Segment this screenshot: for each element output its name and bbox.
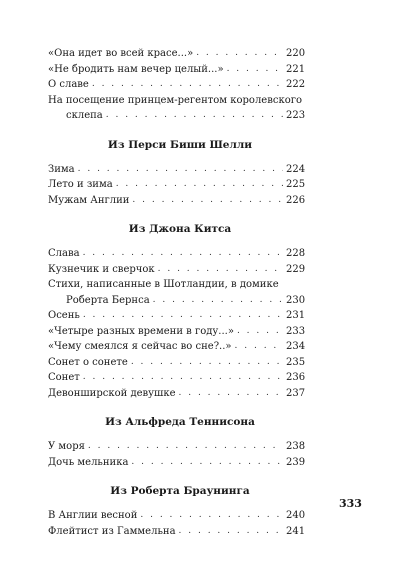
leader-dots: [227, 62, 283, 78]
toc-entry: [48, 193, 304, 209]
toc-entry: [48, 262, 304, 278]
toc-entry-title: На посещение принцем-регентом королевского: [48, 94, 302, 106]
toc-entry-title: Сонет: [48, 372, 80, 383]
toc-entry-page: 237: [286, 387, 306, 399]
leader-dots: [131, 455, 283, 471]
toc-entry-title: У моря: [48, 441, 85, 452]
section-heading: Из Джона Китса: [128, 223, 232, 235]
toc-entry-page: 220: [286, 48, 306, 59]
toc-entry-page: 225: [286, 179, 306, 190]
toc-entry: [48, 277, 304, 308]
leader-dots: [158, 262, 283, 278]
toc-entry: [48, 439, 304, 455]
leader-dots: [83, 308, 283, 324]
leader-dots: [116, 177, 283, 193]
leader-dots: [106, 108, 283, 124]
toc-entry-title: Мужам Англии: [48, 194, 130, 206]
toc-entry-title: Сонет о сонете: [48, 356, 128, 368]
toc-entry-page: 222: [286, 79, 306, 90]
toc-entry: [48, 355, 304, 371]
toc-entry-page: 233: [286, 325, 306, 337]
toc-entry: [48, 177, 304, 193]
toc-entry-title: Осень: [48, 310, 80, 321]
toc-entry-title: «Четыре разных времени в году...»: [48, 325, 234, 337]
leader-dots: [83, 370, 283, 386]
toc-entry-page: 238: [286, 441, 306, 452]
toc-entry-page: 230: [286, 294, 306, 306]
section-heading: Из Роберта Браунинга: [110, 485, 250, 497]
toc-entry: [48, 93, 304, 124]
toc-entry-title: Кузнечик и сверчок: [48, 263, 155, 275]
leader-dots: [235, 339, 283, 355]
toc-entry-title: «Чему смеялся я сейчас во сне?..»: [48, 341, 232, 352]
toc-entry: [48, 246, 304, 262]
leader-dots: [92, 77, 283, 93]
toc-entry-title: Девонширской девушке: [48, 387, 176, 399]
toc-entry-title-continued: склепа: [66, 110, 103, 121]
toc-entry-page: 224: [286, 163, 306, 175]
leader-dots: [88, 439, 283, 455]
toc-entry: [48, 339, 304, 355]
toc-entry-page: 221: [286, 63, 306, 75]
toc-entry-page: 240: [286, 510, 306, 521]
toc-entry-page: 229: [286, 263, 306, 275]
leader-dots: [140, 508, 283, 524]
leader-dots: [132, 193, 283, 209]
toc-entry: [48, 46, 304, 62]
toc-entry: [48, 308, 304, 324]
toc-entry-title: О славе: [48, 79, 89, 90]
toc-entry-title-continued: Роберта Бернса: [66, 294, 150, 306]
page-number: 333: [339, 497, 362, 510]
toc-entry-page: 239: [286, 456, 306, 468]
toc-entry-title: Слава: [48, 248, 80, 259]
toc-entry-title: В Англии весной: [48, 510, 138, 521]
toc-entry: [48, 77, 304, 93]
toc-entry-page: 234: [286, 341, 306, 352]
toc-entry-page: 235: [286, 356, 306, 368]
leader-dots: [131, 355, 283, 371]
toc-entry-title: Стихи, написанные в Шотландии, в домике: [48, 279, 279, 290]
toc-entry-page: 236: [286, 372, 306, 383]
section-heading: Из Перси Биши Шелли: [107, 138, 253, 151]
toc-entry-title: Лето и зима: [48, 179, 113, 190]
toc-entry-page: 223: [286, 110, 306, 121]
toc-section: [48, 246, 304, 401]
toc-entry-page: 241: [286, 525, 306, 537]
section-heading: Из Альфреда Теннисона: [105, 416, 255, 428]
toc-entry: [48, 324, 304, 340]
leader-dots: [179, 386, 284, 402]
toc-entry: [48, 162, 304, 178]
toc-entry: [48, 62, 304, 78]
toc-entry: [48, 386, 304, 402]
toc-top-block: [48, 46, 304, 124]
leader-dots: [78, 162, 283, 178]
toc-entry-title: «Она идет во всей красе...»: [48, 48, 194, 59]
toc-entry-title: «Не бродить нам вечер целый...»: [48, 63, 224, 75]
table-of-contents: [48, 46, 304, 549]
toc-entry: [48, 370, 304, 386]
leader-dots: [237, 324, 283, 340]
toc-entry: [48, 524, 304, 540]
toc-entry-page: 226: [286, 194, 306, 206]
toc-entry: [48, 455, 304, 471]
toc-entry: [48, 508, 304, 524]
toc-section: [48, 508, 304, 539]
leader-dots: [153, 293, 283, 309]
toc-entry-page: 231: [286, 310, 306, 321]
toc-section: [48, 439, 304, 470]
toc-entry-title: Флейтист из Гаммельна: [48, 525, 176, 537]
toc-entry-title: Дочь мельника: [48, 456, 129, 468]
toc-section: [48, 162, 304, 209]
leader-dots: [83, 246, 283, 262]
toc-entry-page: 228: [286, 248, 306, 259]
toc-entry-title: Зима: [48, 163, 75, 175]
leader-dots: [196, 46, 283, 62]
leader-dots: [179, 524, 283, 540]
